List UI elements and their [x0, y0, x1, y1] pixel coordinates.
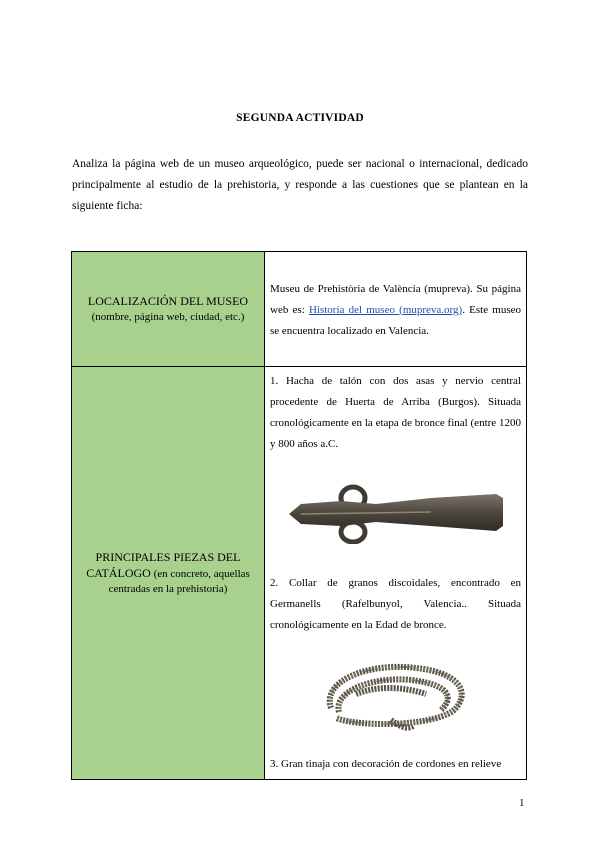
pieces-label-note: (en concreto, aquellas centradas en la prehistoria) [108, 567, 250, 595]
piece-item-3: 3. Gran tinaja con decoración de cordones en relieve [270, 758, 502, 770]
location-text-before: Museu de Prehistòria de València (mupreva). Su página web es: [270, 282, 521, 316]
table-row [72, 252, 527, 367]
location-label-cell [72, 252, 265, 367]
pieces-value-cell [265, 367, 527, 780]
table-row [72, 367, 527, 780]
location-text-after: . Este museo se encuentra localizado en Valencia. [270, 303, 521, 337]
location-label-note: (nombre, página web, ciudad, etc.) [91, 310, 245, 323]
bead-necklace-icon [281, 650, 511, 740]
museum-form-table [71, 251, 527, 780]
intro-paragraph: Analiza la página web de un museo arqueológico, puede ser nacional o internacional, dedicado principalmente al estudio de la prehistoria, y responde a las cuestiones que se plantean en la siguiente ficha: [72, 158, 528, 212]
axe-image [270, 455, 521, 573]
pieces-label-cell [72, 367, 265, 780]
bronze-axe-icon [281, 484, 511, 544]
location-value-cell [265, 252, 527, 367]
museum-history-link[interactable]: Historia del museo (mupreva.org) [308, 303, 463, 316]
page-number: 1 [519, 797, 525, 809]
piece-item-2: 2. Collar de granos discoidales, encontrado en Germanells (Rafelbunyol, Valencia.. Situada cronológicamente en la Edad de bronce. [270, 577, 521, 631]
location-label: LOCALIZACIÓN DEL MUSEO [87, 293, 249, 308]
page-title: SEGUNDA ACTIVIDAD [236, 112, 364, 124]
pieces-label: PRINCIPALES PIEZAS DEL CATÁLOGO [86, 549, 241, 580]
piece-item-1: 1. Hacha de talón con dos asas y nervio central procedente de Huerta de Arriba (Burgos). Situada cronológicamente en la etapa de bronce final (entre 1200 y 800 años a.C. [270, 375, 521, 450]
necklace-image [270, 636, 521, 754]
